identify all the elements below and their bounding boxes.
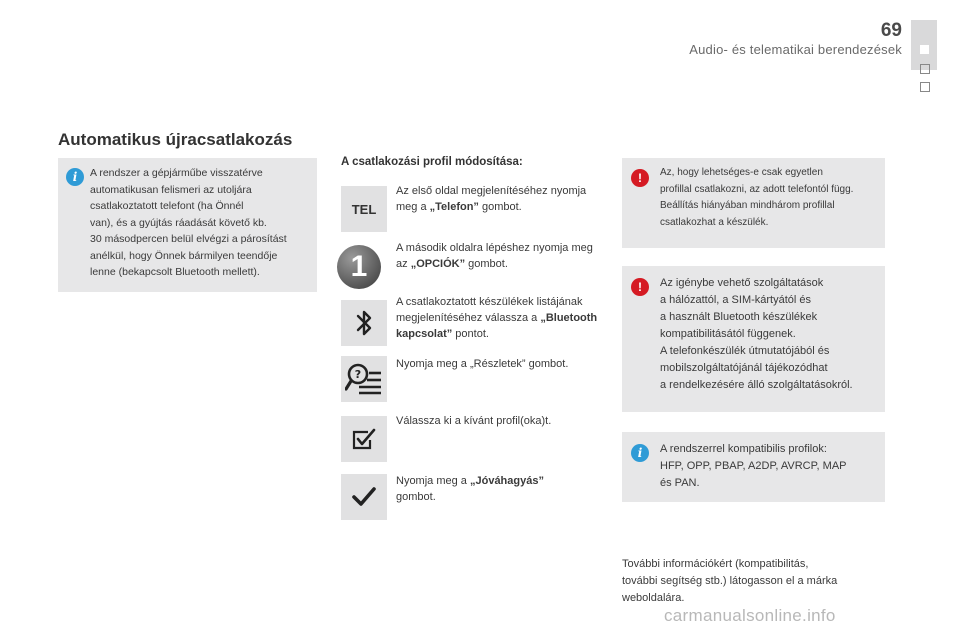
magnifier-list-glyph (345, 362, 383, 396)
note-line: Az igénybe vehető szolgáltatások (660, 277, 824, 289)
step-text-bold: „Bluetooth kapcsolat” (396, 312, 598, 340)
note-line: 30 másodpercen belül elvégzi a párosítást (90, 233, 287, 245)
tel-button-icon (341, 186, 387, 232)
info-icon: i (631, 444, 649, 462)
note-line: Beállítás hiányában mindhárom profillal (660, 200, 835, 211)
warning-note-services (622, 266, 885, 412)
chapter-index-box (920, 82, 930, 92)
note-line: csatlakozhat a készülék. (660, 216, 769, 228)
tel-label: TEL (351, 201, 377, 217)
page-number: 69 (880, 20, 902, 41)
checkmark-glyph (351, 486, 377, 508)
watermark: carmanualsonline.info (664, 606, 836, 625)
step-text-pre: Nyomja meg a (396, 475, 470, 487)
info-note-profiles (622, 432, 885, 502)
step-text-post: pontot. (452, 328, 489, 340)
note-line: és PAN. (660, 477, 700, 489)
note-line: kompatibilitásától függenek. (660, 328, 796, 340)
chapter-title: Audio- és telematikai berendezések (689, 42, 902, 57)
step-text-bold: „Telefon” (429, 201, 479, 213)
note-line: a használt Bluetooth készülékek (660, 311, 818, 323)
info-icon: i (66, 168, 84, 186)
bluetooth-icon (341, 300, 387, 346)
step-text (396, 413, 606, 429)
note-line: anélkül, hogy Önnek bármilyen teendője (90, 249, 278, 262)
warning-icon: ! (631, 169, 649, 187)
note-line: profillal csatlakozni, az adott telefontól függ. (660, 183, 854, 195)
footer-line: weboldalára. (622, 592, 685, 604)
step-text-post: gombot. (465, 258, 508, 270)
step-text (396, 356, 606, 372)
checkbox-icon (341, 416, 387, 462)
footer-line: További információkért (kompatibilitás, (622, 558, 809, 570)
step-text-bold: „Jóváhagyás” (469, 475, 544, 487)
note-line: A telefonkészülék útmutatójából és (660, 345, 830, 357)
info-note-text (90, 165, 312, 281)
step-text-pre: Nyomja meg a „Részletek” gombot. (396, 358, 569, 370)
note-line: a rendelkezésére álló szolgáltatásokról. (660, 379, 853, 391)
chapter-index-box (920, 64, 930, 74)
note-line: van), és a gyújtás ráadását követő kb. (90, 216, 267, 229)
svg-text:?: ? (354, 368, 362, 381)
step-text-post: gombot. (396, 491, 436, 503)
note-line: lenne (bekapcsolt Bluetooth mellett). (90, 266, 260, 278)
step-text-pre: Az első oldal megjelenítéséhez nyomja meg a (396, 185, 587, 213)
footer-line: további segítség stb.) látogasson el a márka (622, 575, 838, 587)
step-text (396, 240, 606, 272)
profile-heading: A csatlakozási profil módosítása: (341, 156, 523, 168)
step-text (396, 183, 606, 215)
step-text (396, 294, 606, 342)
step-text-bold: „OPCIÓK” (410, 258, 466, 270)
warning-note-text (660, 165, 882, 231)
bluetooth-glyph (353, 308, 375, 338)
step-text-post: gombot. (478, 201, 522, 213)
checkbox-glyph (351, 427, 377, 451)
info-note-auto-reconnect (58, 158, 317, 292)
step-text-pre: A második oldalra lépéshez nyomja meg az (396, 242, 593, 270)
warning-note-text (660, 275, 884, 394)
note-line: Az, hogy lehetséges-e csak egyetlen (660, 167, 823, 178)
note-line: csatlakoztatott telefont (ha Önnél (90, 200, 244, 212)
note-line: A rendszerrel kompatibilis profilok: (660, 443, 827, 455)
warning-note-single-profile (622, 158, 885, 248)
chapter-tab-marker (920, 45, 929, 54)
note-line: automatikusan felismeri az utoljára (90, 183, 252, 196)
options-icon (337, 245, 381, 289)
step-text-pre: Válassza ki a kívánt profil(oka)t. (396, 415, 552, 427)
warning-icon: ! (631, 278, 649, 296)
details-magnifier-icon (341, 356, 387, 402)
step-badge-number: 1 (350, 250, 368, 283)
step-text-pre: A csatlakoztatott készülékek listájának megjelenítéséhez válassza a (396, 296, 583, 324)
info-note-text (660, 441, 884, 492)
step-text (396, 473, 576, 505)
checkmark-icon (341, 474, 387, 520)
note-line: HFP, OPP, PBAP, A2DP, AVRCP, MAP (660, 460, 847, 472)
note-line: A rendszer a gépjárműbe visszatérve (90, 167, 263, 179)
note-line: mobilszolgáltatójánál tájékozódhat (660, 362, 828, 374)
section-title: Automatikus újracsatlakozás (58, 130, 293, 149)
note-line: a hálózattól, a SIM-kártyától és (660, 294, 812, 306)
footer-more-info (622, 556, 892, 607)
